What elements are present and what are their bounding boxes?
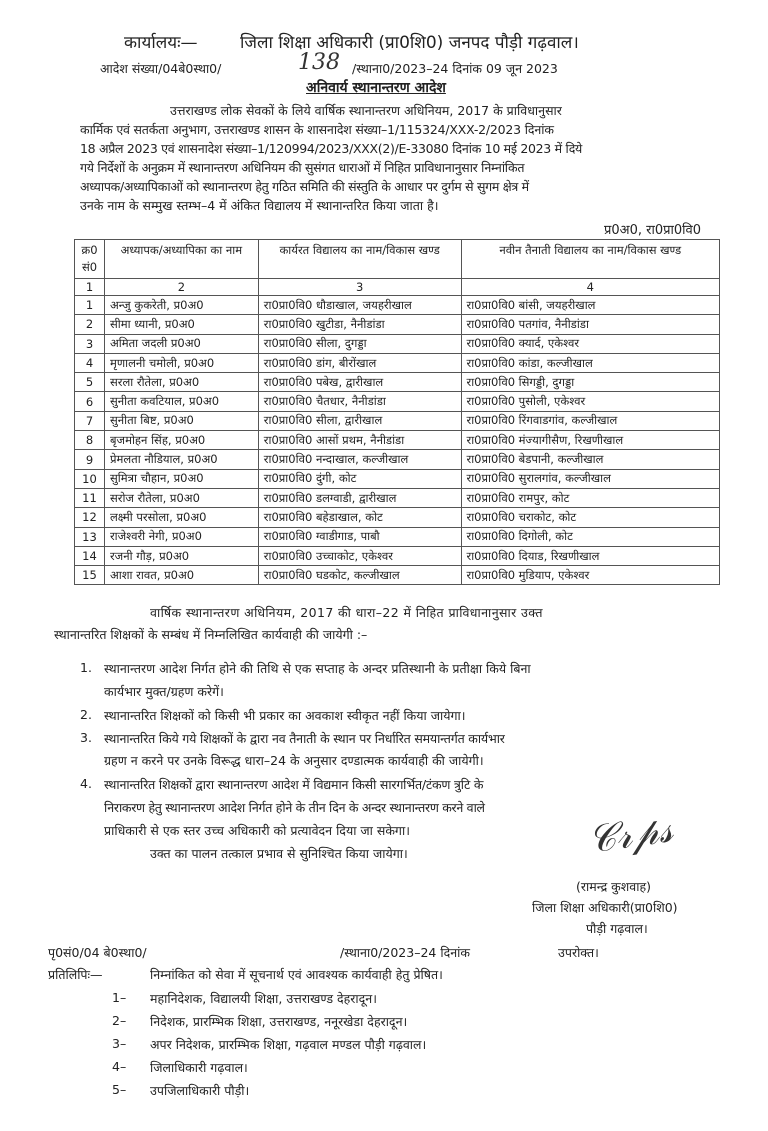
- col-header-serial: क्र0 सं0: [75, 240, 105, 279]
- table-row: [75, 373, 720, 392]
- copy-text: निम्नांकित को सेवा में सूचनार्थ एवं आवश्यक कार्यवाही हेतु प्रेषित।: [150, 967, 443, 982]
- teacher-cell: मृणालनी चमोली, प्र0अ0: [104, 353, 258, 372]
- table-row: [75, 469, 720, 488]
- new-school-cell: रा0प्रा0वि0 बांसी, जयहरीखाल: [461, 296, 720, 315]
- teacher-cell: सीमा ध्यानी, प्र0अ0: [104, 315, 258, 334]
- recipient-text: जिलाधिकारी गढ़वाल।: [150, 1060, 248, 1075]
- action-number: 4.: [80, 776, 92, 791]
- serial-cell: 12: [75, 508, 105, 527]
- serial-cell: 11: [75, 488, 105, 507]
- recipient-text: निदेशक, प्रारम्भिक शिक्षा, उत्तराखण्ड, ननूरखेडा देहरादून।: [150, 1014, 408, 1029]
- new-school-cell: रा0प्रा0वि0 सिगड्डी, दुगड्डा: [461, 373, 720, 392]
- table-row: [75, 488, 720, 507]
- new-school-cell: रा0प्रा0वि0 कांडा, कल्जीखाल: [461, 353, 720, 372]
- para2-line-1: वार्षिक स्थानान्तरण अधिनियम, 2017 की धारा–22 में निहित प्राविधानानुसार उक्त: [150, 605, 543, 620]
- action-text: स्थानान्तरण आदेश निर्गत होने की तिथि से एक सप्ताह के अन्दर प्रतिस्थानी के प्रतीक्षा किये बिना: [104, 661, 531, 676]
- recipient-number: 1–: [112, 990, 127, 1005]
- table-header-row: [75, 240, 720, 279]
- table-row: [75, 508, 720, 527]
- col-header-teacher: अध्यापक/अध्यापिका का नाम: [104, 240, 258, 279]
- table-row: [75, 431, 720, 450]
- current-school-cell: रा0प्रा0वि0 बहेडाखाल, कोट: [258, 508, 461, 527]
- intro-line-2: कार्मिक एवं सतर्कता अनुभाग, उत्तराखण्ड शासन के शासनादेश संख्या–1/115324/XXX-2/2023 दिनांक: [80, 122, 554, 137]
- action-number: 2.: [80, 707, 92, 722]
- recipient-number: 4–: [112, 1059, 127, 1074]
- action-text: प्राधिकारी से एक स्तर उच्च अधिकारी को प्रत्यावेदन दिया जा सकेगा।: [104, 823, 410, 838]
- new-school-cell: रा0प्रा0वि0 दिगोली, कोट: [461, 527, 720, 546]
- order-number-handwritten: 138: [298, 50, 340, 75]
- col-number: 1: [75, 279, 105, 296]
- table-row: [75, 296, 720, 315]
- action-text: स्थानान्तरित किये गये शिक्षकों के द्वारा नव तैनाती के स्थान पर निर्धारित समयान्तर्गत कार्यभार: [104, 731, 505, 746]
- intro-line-5: अध्यापक/अध्यापिकाओं को स्थानान्तरण हेतु गठित समिति की संस्तुति के आधार पर दुर्गम से सुगम क्षेत्र में: [80, 179, 529, 194]
- recipient-text: महानिदेशक, विद्यालयी शिक्षा, उत्तराखण्ड देहरादून।: [150, 991, 377, 1006]
- page-title: अनिवार्य स्थानान्तरण आदेश: [306, 80, 446, 96]
- recipient-text: अपर निदेशक, प्रारम्भिक शिक्षा, गढ़वाल मण्डल पौड़ी गढ़वाल।: [150, 1037, 427, 1052]
- transfer-table: [74, 239, 720, 585]
- table-row: [75, 566, 720, 585]
- teacher-cell: अमिता जदली प्र0अ0: [104, 334, 258, 353]
- current-school-cell: रा0प्रा0वि0 सीला, द्वारीखाल: [258, 411, 461, 430]
- current-school-cell: रा0प्रा0वि0 चैतधार, नैनीडांडा: [258, 392, 461, 411]
- new-school-cell: रा0प्रा0वि0 मंज्यागीसैण, रिखणीखाल: [461, 431, 720, 450]
- office-name: जिला शिक्षा अधिकारी (प्रा0शि0) जनपद पौड़ी गढ़वाल।: [240, 33, 579, 53]
- serial-cell: 14: [75, 546, 105, 565]
- recipient-number: 2–: [112, 1013, 127, 1028]
- new-school-cell: रा0प्रा0वि0 मुडियाप, एकेश्वर: [461, 566, 720, 585]
- new-school-cell: रा0प्रा0वि0 बेडपानी, कल्जीखाल: [461, 450, 720, 469]
- col-number: 4: [461, 279, 720, 296]
- table-row: [75, 450, 720, 469]
- table-caption: प्र0अ0, रा0प्रा0वि0: [604, 223, 701, 238]
- serial-cell: 8: [75, 431, 105, 450]
- new-school-cell: रा0प्रा0वि0 पुसोली, एकेश्वर: [461, 392, 720, 411]
- current-school-cell: रा0प्रा0वि0 ग्वाडीगाड, पाबौ: [258, 527, 461, 546]
- current-school-cell: रा0प्रा0वि0 घडकोट, कल्जीखाल: [258, 566, 461, 585]
- endorsement-ref-date: /स्थाना0/2023–24 दिनांक: [340, 945, 470, 960]
- action-number: 3.: [80, 730, 92, 745]
- signatory-place: पौड़ी गढ़वाल।: [586, 921, 648, 936]
- new-school-cell: रा0प्रा0वि0 दियाड, रिखणीखाल: [461, 546, 720, 565]
- table-row: [75, 527, 720, 546]
- signatory-designation: जिला शिक्षा अधिकारी(प्रा0शि0): [532, 900, 678, 915]
- endorsement-ref-tail: उपरोक्त।: [558, 945, 599, 960]
- table-row: [75, 315, 720, 334]
- teacher-cell: सरोज रौतेला, प्र0अ0: [104, 488, 258, 507]
- action-text: स्थानान्तरित शिक्षकों को किसी भी प्रकार का अवकाश स्वीकृत नहीं किया जायेगा।: [104, 708, 466, 723]
- current-school-cell: रा0प्रा0वि0 धौडाखाल, जयहरीखाल: [258, 296, 461, 315]
- recipient-number: 3–: [112, 1036, 127, 1051]
- order-number-date: /स्थाना0/2023–24 दिनांक 09 जून 2023: [352, 61, 558, 76]
- col-number: 3: [258, 279, 461, 296]
- teacher-cell: राजेश्वरी नेगी, प्र0अ0: [104, 527, 258, 546]
- new-school-cell: रा0प्रा0वि0 सुरालगांव, कल्जीखाल: [461, 469, 720, 488]
- teacher-cell: सुनीता बिष्ट, प्र0अ0: [104, 411, 258, 430]
- serial-cell: 15: [75, 566, 105, 585]
- table-row: [75, 411, 720, 430]
- teacher-cell: प्रेमलता नौडियाल, प्र0अ0: [104, 450, 258, 469]
- new-school-cell: रा0प्रा0वि0 पतगांव, नैनीडांडा: [461, 315, 720, 334]
- intro-line-4: गये निर्देशों के अनुक्रम में स्थानान्तरण अधिनियम की सुसंगत धाराओं में निहित प्राविधानानुसार निम्नांकित: [80, 160, 525, 175]
- serial-cell: 6: [75, 392, 105, 411]
- serial-cell: 10: [75, 469, 105, 488]
- intro-line-1: उत्तराखण्ड लोक सेवकों के लिये वार्षिक स्थानान्तरण अधिनियम, 2017 के प्राविधानुसार: [170, 103, 562, 118]
- serial-cell: 7: [75, 411, 105, 430]
- current-school-cell: रा0प्रा0वि0 नन्दाखाल, कल्जीखाल: [258, 450, 461, 469]
- action-text: स्थानान्तरित शिक्षकों द्वारा स्थानान्तरण आदेश में विद्यमान किसी सारगर्भित/टंकण त्रुटि के: [104, 777, 484, 792]
- new-school-cell: रा0प्रा0वि0 रिंगवाडगांव, कल्जीखाल: [461, 411, 720, 430]
- serial-cell: 3: [75, 334, 105, 353]
- serial-cell: 5: [75, 373, 105, 392]
- serial-cell: 13: [75, 527, 105, 546]
- signature-scribble: 𝒞𝓇𝓅𝓈: [585, 806, 676, 862]
- serial-cell: 2: [75, 315, 105, 334]
- signatory-name: (रामन्द्र कुशवाह): [576, 879, 651, 894]
- current-school-cell: रा0प्रा0वि0 डांग, बीरोंखाल: [258, 353, 461, 372]
- table-row: [75, 334, 720, 353]
- table-row: [75, 353, 720, 372]
- serial-cell: 4: [75, 353, 105, 372]
- current-school-cell: रा0प्रा0वि0 उच्चाकोट, एकेश्वर: [258, 546, 461, 565]
- current-school-cell: रा0प्रा0वि0 खुटीडा, नैनीडांडा: [258, 315, 461, 334]
- serial-cell: 9: [75, 450, 105, 469]
- copy-label: प्रतिलिपिः—: [48, 967, 103, 982]
- teacher-cell: सुनीता कवटियाल, प्र0अ0: [104, 392, 258, 411]
- action-text: ग्रहण न करने पर उनके विरूद्ध धारा–24 के अनुसार दण्डात्मक कार्यवाही की जायेगी।: [104, 753, 484, 768]
- table-row: [75, 546, 720, 565]
- teacher-cell: सुमित्रा चौहान, प्र0अ0: [104, 469, 258, 488]
- col-header-current-school: कार्यरत विद्यालय का नाम/विकास खण्ड: [258, 240, 461, 279]
- endorsement-ref: पृ0सं0/04 बे0स्था0/: [48, 945, 147, 960]
- column-number-row: [75, 279, 720, 296]
- teacher-cell: रजनी गौड़, प्र0अ0: [104, 546, 258, 565]
- teacher-cell: आशा रावत, प्र0अ0: [104, 566, 258, 585]
- order-number-label: आदेश संख्या/04बे0स्था0/: [100, 61, 222, 76]
- serial-cell: 1: [75, 296, 105, 315]
- action-text: कार्यभार मुक्त/ग्रहण करेगें।: [104, 684, 224, 699]
- intro-line-6: उनके नाम के सम्मुख स्तम्भ–4 में अंकित विद्यालय में स्थानान्तरित किया जाता है।: [80, 198, 439, 213]
- closing-line: उक्त का पालन तत्काल प्रभाव से सुनिश्चित किया जायेगा।: [150, 846, 408, 861]
- table-row: [75, 392, 720, 411]
- current-school-cell: रा0प्रा0वि0 पबेख, द्वारीखाल: [258, 373, 461, 392]
- recipient-number: 5–: [112, 1082, 127, 1097]
- col-header-new-school: नवीन तैनाती विद्यालय का नाम/विकास खण्ड: [461, 240, 720, 279]
- current-school-cell: रा0प्रा0वि0 दुंगी, कोट: [258, 469, 461, 488]
- teacher-cell: सरला रौतेला, प्र0अ0: [104, 373, 258, 392]
- para2-line-2: स्थानान्तरित शिक्षकों के सम्बंध में निम्नलिखित कार्यवाही की जायेगी :–: [54, 627, 368, 642]
- col-number: 2: [104, 279, 258, 296]
- action-text: निराकरण हेतु स्थानान्तरण आदेश निर्गत होने के तीन दिन के अन्दर स्थानान्तरण करने वाले: [104, 800, 485, 815]
- intro-line-3: 18 अप्रैल 2023 एवं शासनादेश संख्या–1/120994/2023/XXX(2)/E-33080 दिनांक 10 मई 2023 में दिये: [80, 141, 583, 156]
- teacher-cell: अन्जु कुकरेती, प्र0अ0: [104, 296, 258, 315]
- action-number: 1.: [80, 660, 92, 675]
- current-school-cell: रा0प्रा0वि0 सीला, दुगड्डा: [258, 334, 461, 353]
- teacher-cell: लक्ष्मी परसोला, प्र0अ0: [104, 508, 258, 527]
- new-school-cell: रा0प्रा0वि0 क्यार्द, एकेश्वर: [461, 334, 720, 353]
- office-label: कार्यालयः—: [124, 33, 198, 53]
- current-school-cell: रा0प्रा0वि0 डलग्वाडी, द्वारीखाल: [258, 488, 461, 507]
- current-school-cell: रा0प्रा0वि0 आसों प्रथम, नैनीडांडा: [258, 431, 461, 450]
- teacher-cell: बृजमोहन सिंह, प्र0अ0: [104, 431, 258, 450]
- new-school-cell: रा0प्रा0वि0 रामपुर, कोट: [461, 488, 720, 507]
- recipient-text: उपजिलाधिकारी पौड़ी।: [150, 1083, 250, 1098]
- new-school-cell: रा0प्रा0वि0 चराकोट, कोट: [461, 508, 720, 527]
